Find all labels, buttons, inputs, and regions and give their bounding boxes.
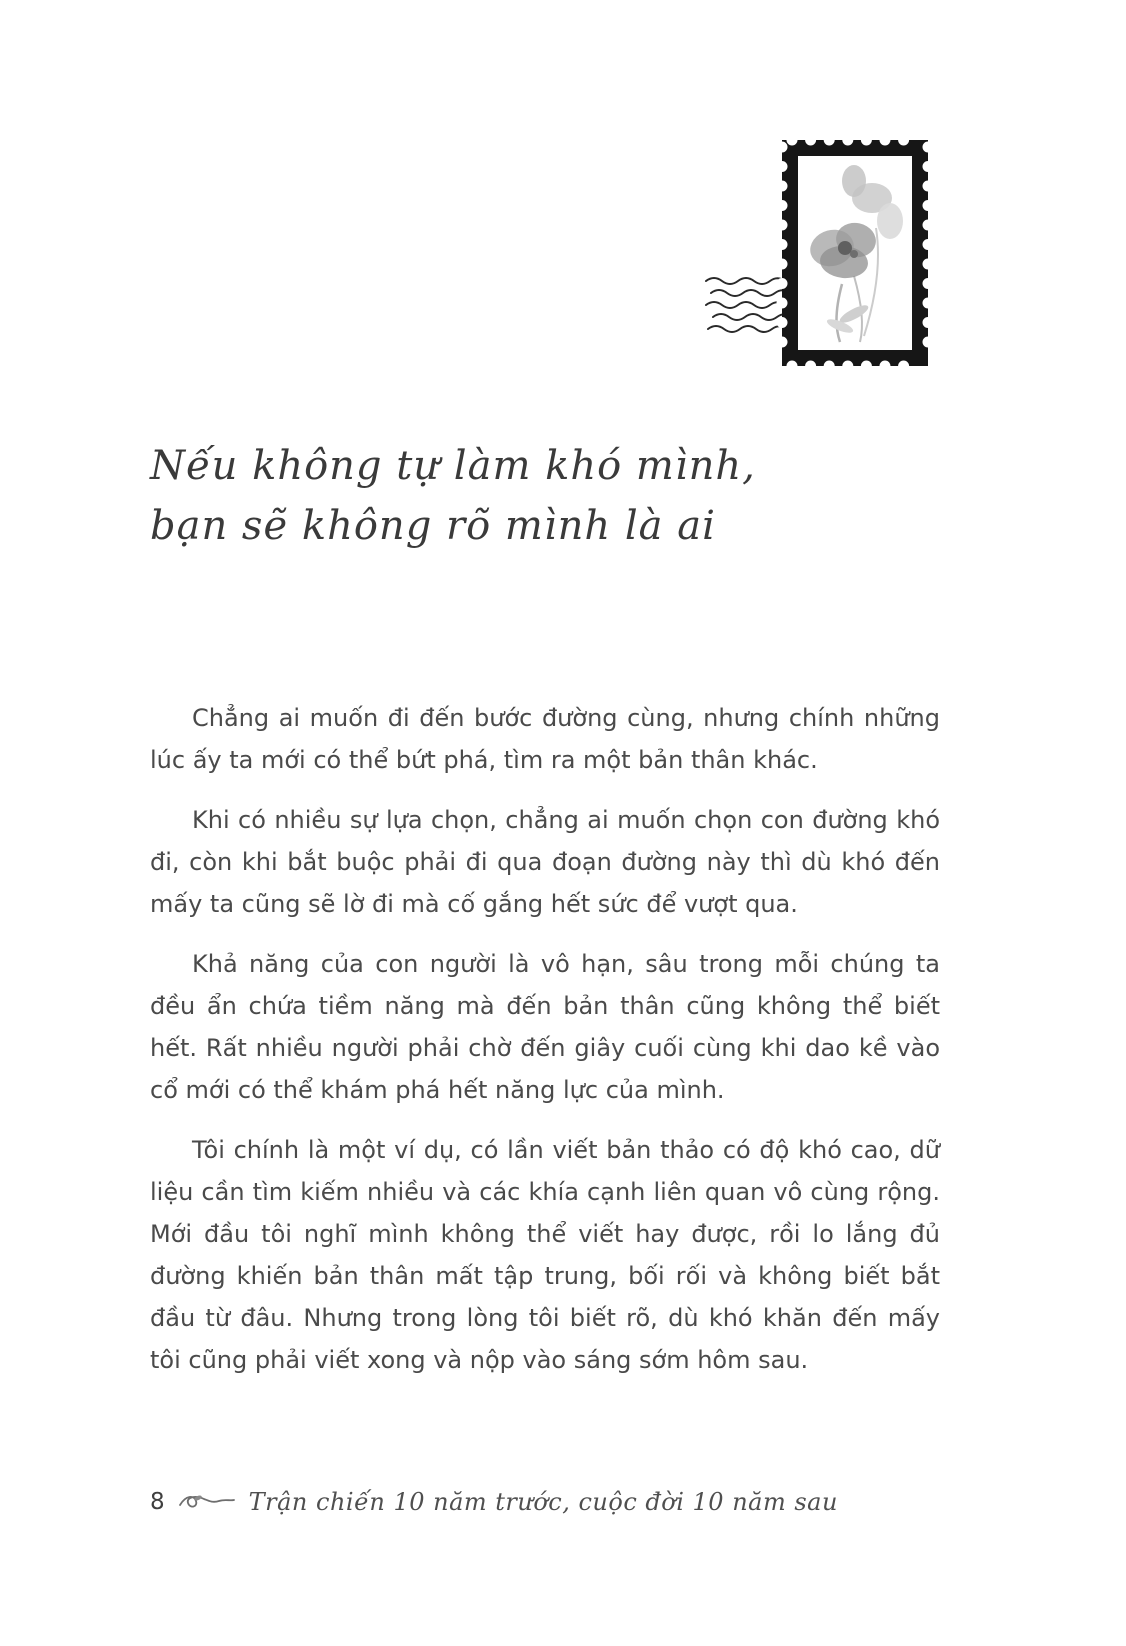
footer-book-title: Trận chiến 10 năm trước, cuộc đời 10 năm sau (248, 1488, 838, 1516)
body-text (150, 697, 940, 1399)
paragraph: Khi có nhiều sự lựa chọn, chẳng ai muốn chọn con đường khó đi, còn khi bắt buộc phải đi qua đoạn đường này thì dù khó đến mấy ta cũng sẽ lờ đi mà cố gắng hết sức để vượt qua. (150, 806, 940, 918)
chapter-title-line-1: Nếu không tự làm khó mình, (150, 443, 756, 489)
page-number: 8 (150, 1489, 165, 1515)
page-footer (150, 1488, 838, 1516)
paragraph: Khả năng của con người là vô hạn, sâu trong mỗi chúng ta đều ẩn chứa tiềm năng mà đến bản thân cũng không thể biết hết. Rất nhiều người phải chờ đến giây cuối cùng khi dao kề vào cổ mới có thể khám phá hết năng lực của mình. (150, 950, 940, 1104)
stamp-illustration (704, 136, 939, 376)
stamp-graphic (704, 136, 939, 376)
pen-flourish-icon (178, 1491, 236, 1513)
stamp-icon (782, 140, 928, 366)
chapter-title-line-2: bạn sẽ không rõ mình là ai (150, 503, 716, 549)
chapter-title (150, 436, 756, 556)
paragraph: Tôi chính là một ví dụ, có lần viết bản thảo có độ khó cao, dữ liệu cần tìm kiếm nhiều và các khía cạnh liên quan vô cùng rộng. Mới đầu tôi nghĩ mình không thể viết hay được, rồi lo lắng đủ đường khiến bản thân mất tập trung, bối rối và không biết bắt đầu từ đâu. Nhưng trong lòng tôi biết rõ, dù khó khăn đến mấy tôi cũng phải viết xong và nộp vào sáng sớm hôm sau. (150, 1136, 940, 1374)
paragraph: Chẳng ai muốn đi đến bước đường cùng, nhưng chính những lúc ấy ta mới có thể bứt phá, tìm ra một bản thân khác. (150, 704, 940, 774)
